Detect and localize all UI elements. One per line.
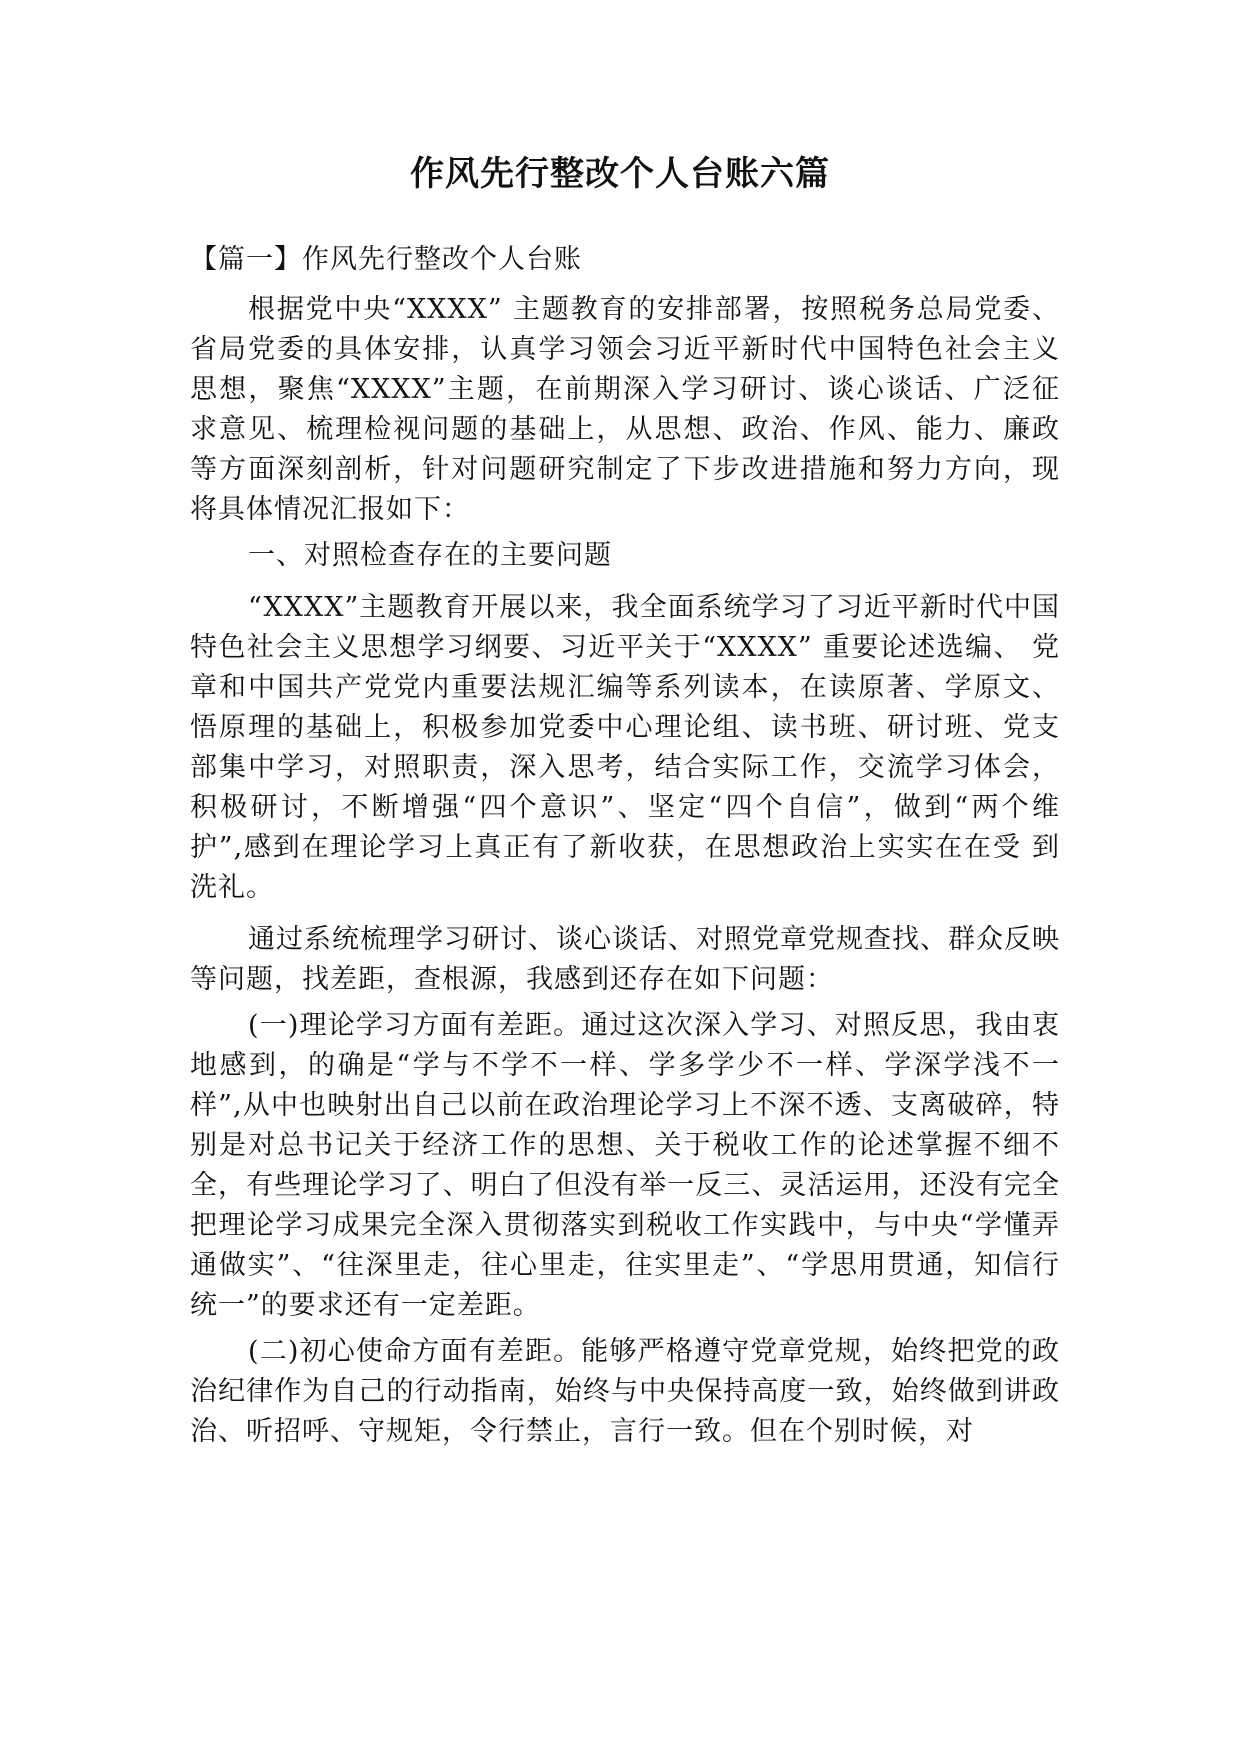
paragraph-problem-summary: 通过系统梳理学习研讨、谈心谈话、对照党章党规查找、群众反映等问题，找差距，查根源，我感到还存在如下问题： [190, 924, 1060, 995]
paragraph-mission-gap: (二)初心使命方面有差距。能够严格遵守党章党规，始终把党的政治纪律作为自己的行动指南，始终与中央保持高度一致，始终做到讲政治、听招呼、守规矩，令行禁止，言行一致。但在个别时候，对 [190, 1336, 1060, 1447]
paragraph-study-overview: “XXXX”主题教育开展以来，我全面系统学习了习近平新时代中国特色社会主义思想学习纲要、习近平关于“XXXX” 重要论述选编、 党章和中国共产党党内重要法规汇编等系列读本，在读原著、学原文、 悟原理的基础上，积极参加党委中心理论组、读书班、研讨班、党支 部集中学习，对照职责，深入思考，结合实际工作，交流学习体会， 积极研讨，不断增强“四个意识”、坚定“四个自信”，做到“两个维 护”,感到在理论学习上真正有了新收获，在思想政治上实实在在受 到洗礼。 [190, 592, 1088, 903]
document-title: 作风先行整改个人台账六篇 [410, 154, 830, 194]
document-body [190, 240, 1088, 1452]
paragraph-intro: 根据党中央“XXXX” 主题教育的安排部署，按照税务总局党委、 省局党委的具体安排，认真学习领会习近平新时代中国特色社会主义 思想，聚焦“XXXX”主题，在前期深入学习研讨、谈心谈话、广泛征 求意见、梳理检视问题的基础上，从思想、政治、作风、能力、廉政 等方面深刻剖析，针对问题研究制定了下步改进措施和努力方向，现 将具体情况汇报如下： [190, 294, 1088, 525]
paragraph-subheading-problems: 一、对照检查存在的主要问题 [248, 540, 612, 571]
paragraph-theory-study-gap: (一)理论学习方面有差距。通过这次深入学习、对照反思，我由衷地感到，的确是“学与不学不一样、学多学少不一样、学深学浅不一样”,从中也映射出自己以前在政治理论学习上不深不透、支离破碎，特别是对总书记关于经济工作的思想、关于税收工作的论述掌握不细不全，有些理论学习了、明白了但没有举一反三、灵活运用，还没有完全把理论学习成果完全深入贯彻落实到税收工作实践中，与中央“学懂弄通做实”、“往深里走，往心里走，往实里走”、“学思用贯通，知信行统一”的要求还有一定差距。 [190, 1010, 1060, 1321]
section-heading: 【篇一】作风先行整改个人台账 [190, 244, 582, 275]
